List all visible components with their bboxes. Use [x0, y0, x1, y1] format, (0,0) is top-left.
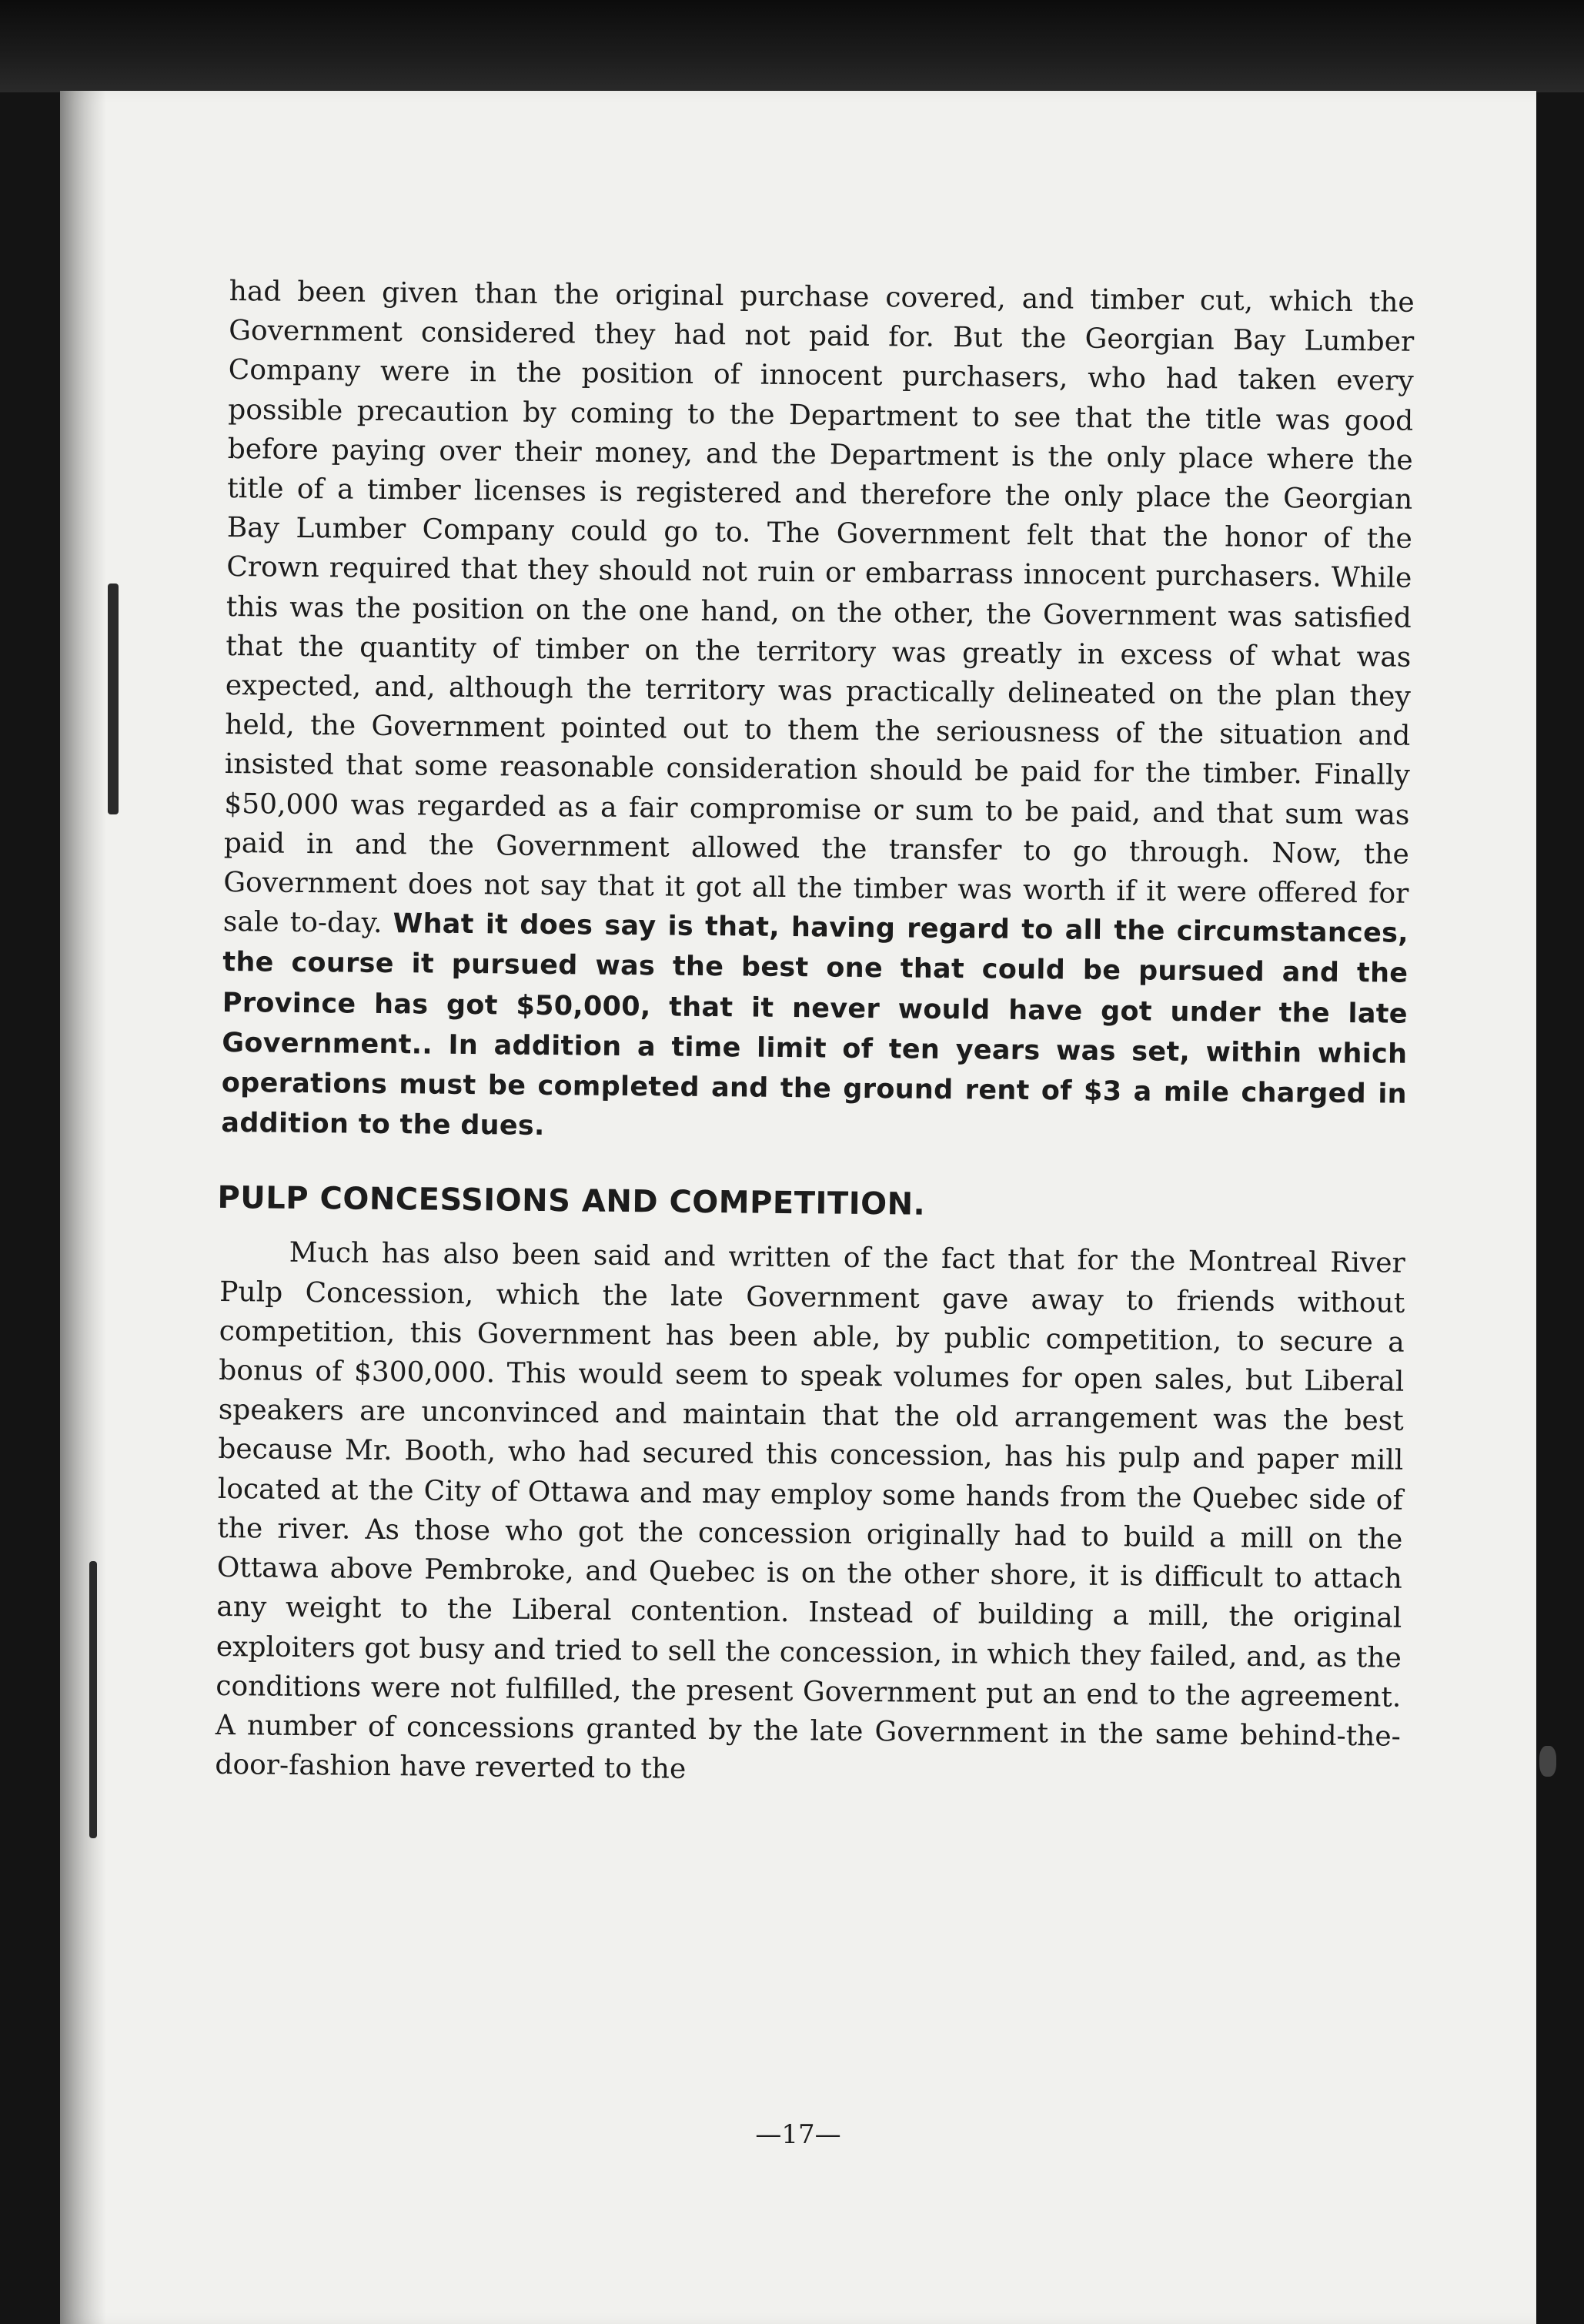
- margin-mark: [89, 1561, 97, 1838]
- page-text: [215, 272, 1415, 1796]
- bold-statement: What it does say is that, having regard to all the circumstances, the course it pursued was the best one that could be pursued and the Province has got $50,000, that it never would have got under the late Government.. In addition a time limit of ten years was set, within which operations must be completed and the ground rent of $3 a mile charged in addition to the dues.: [221, 908, 1409, 1142]
- scan-top-edge: [0, 0, 1584, 92]
- binding-shadow: [60, 91, 106, 2324]
- paragraph-text: had been given than the original purchase covered, and timber cut, which the Government considered they had not paid for. But the Georgian Bay Lumber Company were in the position of innocent purchasers, who had taken every possible precaution by coming to the Department to see that the title was good before paying over their money, and the Department is the only place where the title of a timber licenses is registered and therefore the only place the Georgian Bay Lumber Company could go to. The Government felt that the honor of the Crown required that they should not ruin or embarrass innocent purchasers. While this was the position on the one hand, on the other, the Government was satisfied that the quantity of timber on the territory was greatly in excess of what was expected, and, although the territory was practically delineated on the plan they held, the Government pointed out to them the seriousness of the situation and insisted that some reasonable consideration should be paid for the timber. Finally $50,000 was regarded as a fair compromise or sum to be paid, and that sum was paid in and the Government allowed the transfer to go through. Now, the Government does not say that it got all the timber was worth if it were offered for sale to-day.: [222, 275, 1415, 940]
- margin-mark: [108, 584, 119, 814]
- paragraph: Much has also been said and written of the fact that for the Montreal River Pulp Concession, which the late Government gave away to friends without competition, this Government has been able, by public competition, to secure a bonus of $300,000. This would seem to speak volumes for open sales, but Liberal speakers are unconvinced and maintain that the old arrangement was the best because Mr. Booth, who had secured this concession, has his pulp and paper mill located at the City of Ottawa and may employ some hands from the Quebec side of the river. As those who got the concession originally had to build a mill on the Ottawa above Pembroke, and Quebec is on the other shore, it is difficult to attach any weight to the Liberal contention. Instead of building a mill, the original exploiters got busy and tried to sell the concession, in which they failed, and, as the conditions were not fulfilled, the present Government put an end to the agreement. A number of concessions granted by the late Government in the same behind-the-door-fashion have reverted to the: [215, 1237, 1405, 1785]
- page-number: —17—: [755, 2119, 841, 2150]
- section-heading: PULP CONCESSIONS AND COMPETITION.: [217, 1180, 926, 1223]
- scan-speck: [1539, 1746, 1556, 1777]
- paragraph: [221, 272, 1415, 1155]
- book-page: [60, 91, 1536, 2324]
